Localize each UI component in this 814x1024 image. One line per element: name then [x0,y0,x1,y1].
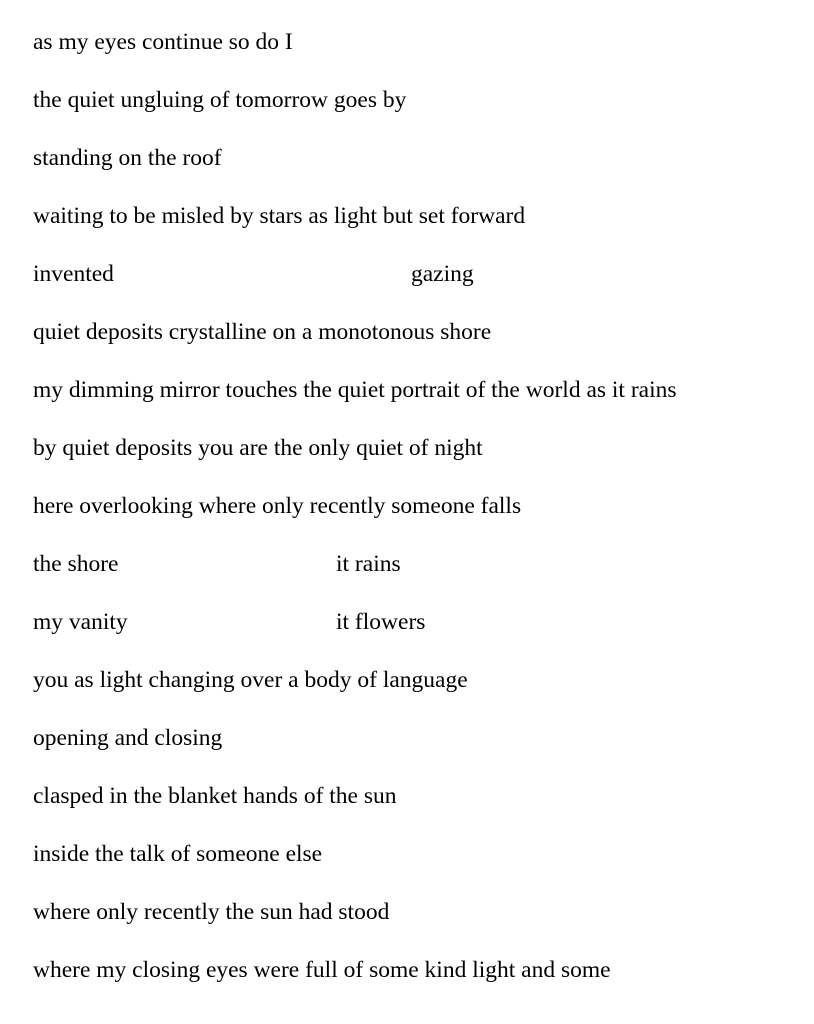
poem-line [33,955,611,985]
poem-line-text: by quiet deposits you are the only quiet of night [33,435,483,461]
poem-line [33,317,491,347]
poem-line-text: opening and closing [33,725,223,751]
poem-line [33,27,293,57]
poem-line-text: quiet deposits crystalline on a monotonous shore [33,319,492,345]
poem-line-text: my dimming mirror touches the quiet portrait of the world as it rains [33,377,677,403]
poem-line-text: clasped in the blanket hands of the sun [33,783,397,809]
poem-line-second-phrase: it rains [336,551,401,577]
poem-line [33,781,397,811]
poem-line [33,433,483,463]
poem-line-text: where only recently the sun had stood [33,899,390,925]
poem-line [33,665,468,695]
poem-line [33,259,474,289]
poem-line [33,607,426,637]
poem-line-text: the quiet ungluing of tomorrow goes by [33,87,407,113]
poem-line [33,549,401,579]
poem-line-text: where my closing eyes were full of some kind light and some [33,957,611,983]
poem-line-text: standing on the roof [33,145,222,171]
poem-line [33,897,389,927]
poem-line [33,143,222,173]
poem-line [33,723,222,753]
poem-line-text: waiting to be misled by stars as light but set forward [33,203,526,229]
poem-line [33,201,525,231]
poem-line-text: my vanity [33,609,128,635]
poem-line [33,375,677,405]
poem-line-text: the shore [33,551,119,577]
poem-line [33,839,322,869]
poem-line-second-phrase: it flowers [336,609,426,635]
poem-line-text: as my eyes continue so do I [33,29,293,55]
poem-line-text: inside the talk of someone else [33,841,323,867]
poem-line-text: here overlooking where only recently someone falls [33,493,522,519]
poem-line-text: you as light changing over a body of language [33,667,468,693]
poem-line-second-phrase: gazing [411,261,474,287]
poem-line [33,85,406,115]
poem-line-text: invented [33,261,114,287]
poem-line [33,491,521,521]
